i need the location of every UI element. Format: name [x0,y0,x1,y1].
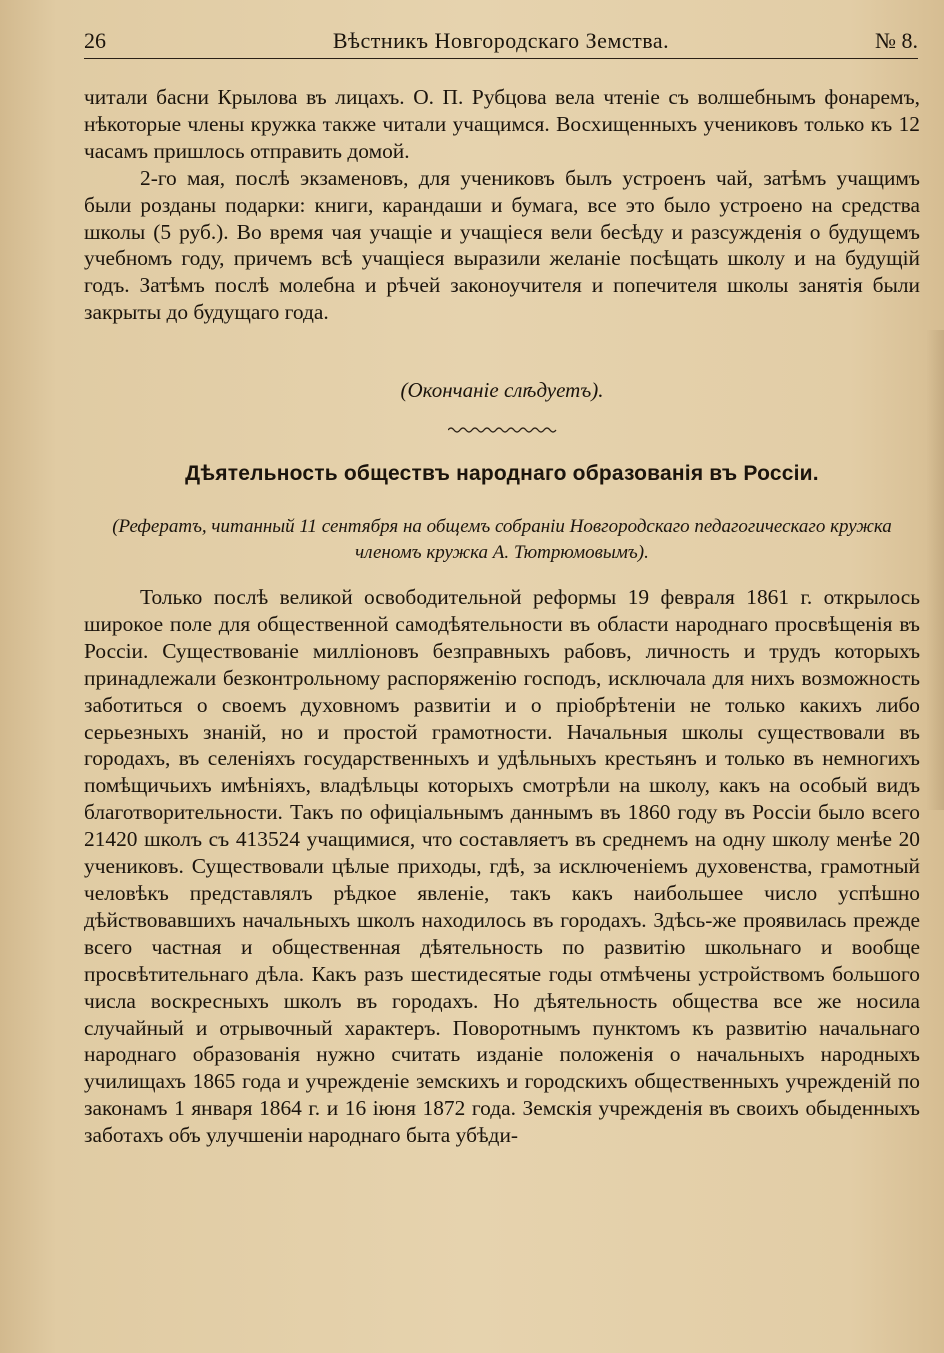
running-header [84,24,918,59]
page-edge-shadow [926,330,944,810]
continued-note: (Окончаніе слѣдуетъ). [400,378,604,402]
page-number: 26 [84,28,106,53]
article-body [84,584,920,1149]
article-paragraph: Только послѣ великой освободительной реформы 19 февраля 1861 г. открылось широкое поле для общественной самодѣятельности въ области народнаго просвѣщенія въ Россіи. Существованіе милліоновъ безправныхъ рабовъ, личность и трудъ которыхъ принадлежали безконтрольному распоряженію господъ, исключала для нихъ возможность заботиться о своемъ духовномъ развитіи и о пріобрѣтеніи не только какихъ либо серьезныхъ знаній, но и простой грамотности. Начальныя школы существовали въ городахъ, въ селеніяхъ государственныхъ и удѣльныхъ крестьянъ и только въ немногихъ помѣщичьихъ имѣніяхъ, владѣльцы которыхъ смотрѣли на школу, какъ на особый видъ благотворительности. Такъ по офиціальнымъ даннымъ въ 1860 году въ Россіи было всего 21420 школъ съ 413524 учащимися, что составляетъ въ среднемъ на одну школу менѣе 20 учениковъ. Существовали цѣлые приходы, гдѣ, за исключеніемъ духовенства, грамотный человѣкъ представлялъ рѣдкое явленіе, такъ какъ наибольшее число успѣшно дѣйствовавшихъ начальныхъ школъ находилось въ городахъ. Здѣсь-же проявилась прежде всего частная и общественная дѣятельность по развитію школьнаго и вообще просвѣтительнаго дѣла. Какъ разъ шестидесятые годы отмѣчены устройствомъ большого числа воскресныхъ школъ въ городахъ. Но дѣятельность общества все же носила случайный и отрывочный характеръ. Поворотнымъ пунктомъ къ развитію начальнаго народнаго образованія нужно считать изданіе положенія о начальныхъ народныхъ училищахъ 1865 года и учрежденіе земскихъ и городскихъ общественныхъ учрежденій по законамъ 1 января 1864 г. и 16 іюня 1872 года. Земскія учрежденія въ своихъ обыденныхъ заботахъ объ улучшеніи народнаго быта убѣди- [84,585,920,1148]
intro-text-block [84,84,920,326]
issue-number: № 8. [875,28,918,53]
journal-title: Вѣстникъ Новгородскаго Земства. [332,28,670,53]
article-title: Дѣятельность обществъ народнаго образованія въ Россіи. [185,462,819,485]
wavy-divider [448,425,558,435]
article-subtitle: (Рефератъ, читанный 11 сентября на общемъ собраніи Новгородскаго педагогическаго кружка членомъ кружка А. Тютрюмовымъ). [112,516,892,563]
intro-paragraph-2: 2-го мая, послѣ экзаменовъ, для учениковъ былъ устроенъ чай, затѣмъ учащимъ были розданы подарки: книги, карандаши и бумага, все это было устроено на средства школы (5 руб.). Во время чая учащіе и учащіеся вели бесѣду и разсужденія о будущемъ учебномъ году, причемъ всѣ учащіеся выразили желаніе посѣщать школу и на будущій годъ. Затѣмъ послѣ молебна и рѣчей законоучителя и попечителя школы занятія были закрыты до будущаго года. [84,165,920,325]
intro-paragraph-1: читали басни Крылова въ лицахъ. О. П. Рубцова вела чтеніе съ волшебнымъ фонаремъ, нѣкоторые члены кружка также читали учащимся. Восхищенныхъ учениковъ только къ 12 часамъ пришлось отправить домой. [84,85,920,163]
